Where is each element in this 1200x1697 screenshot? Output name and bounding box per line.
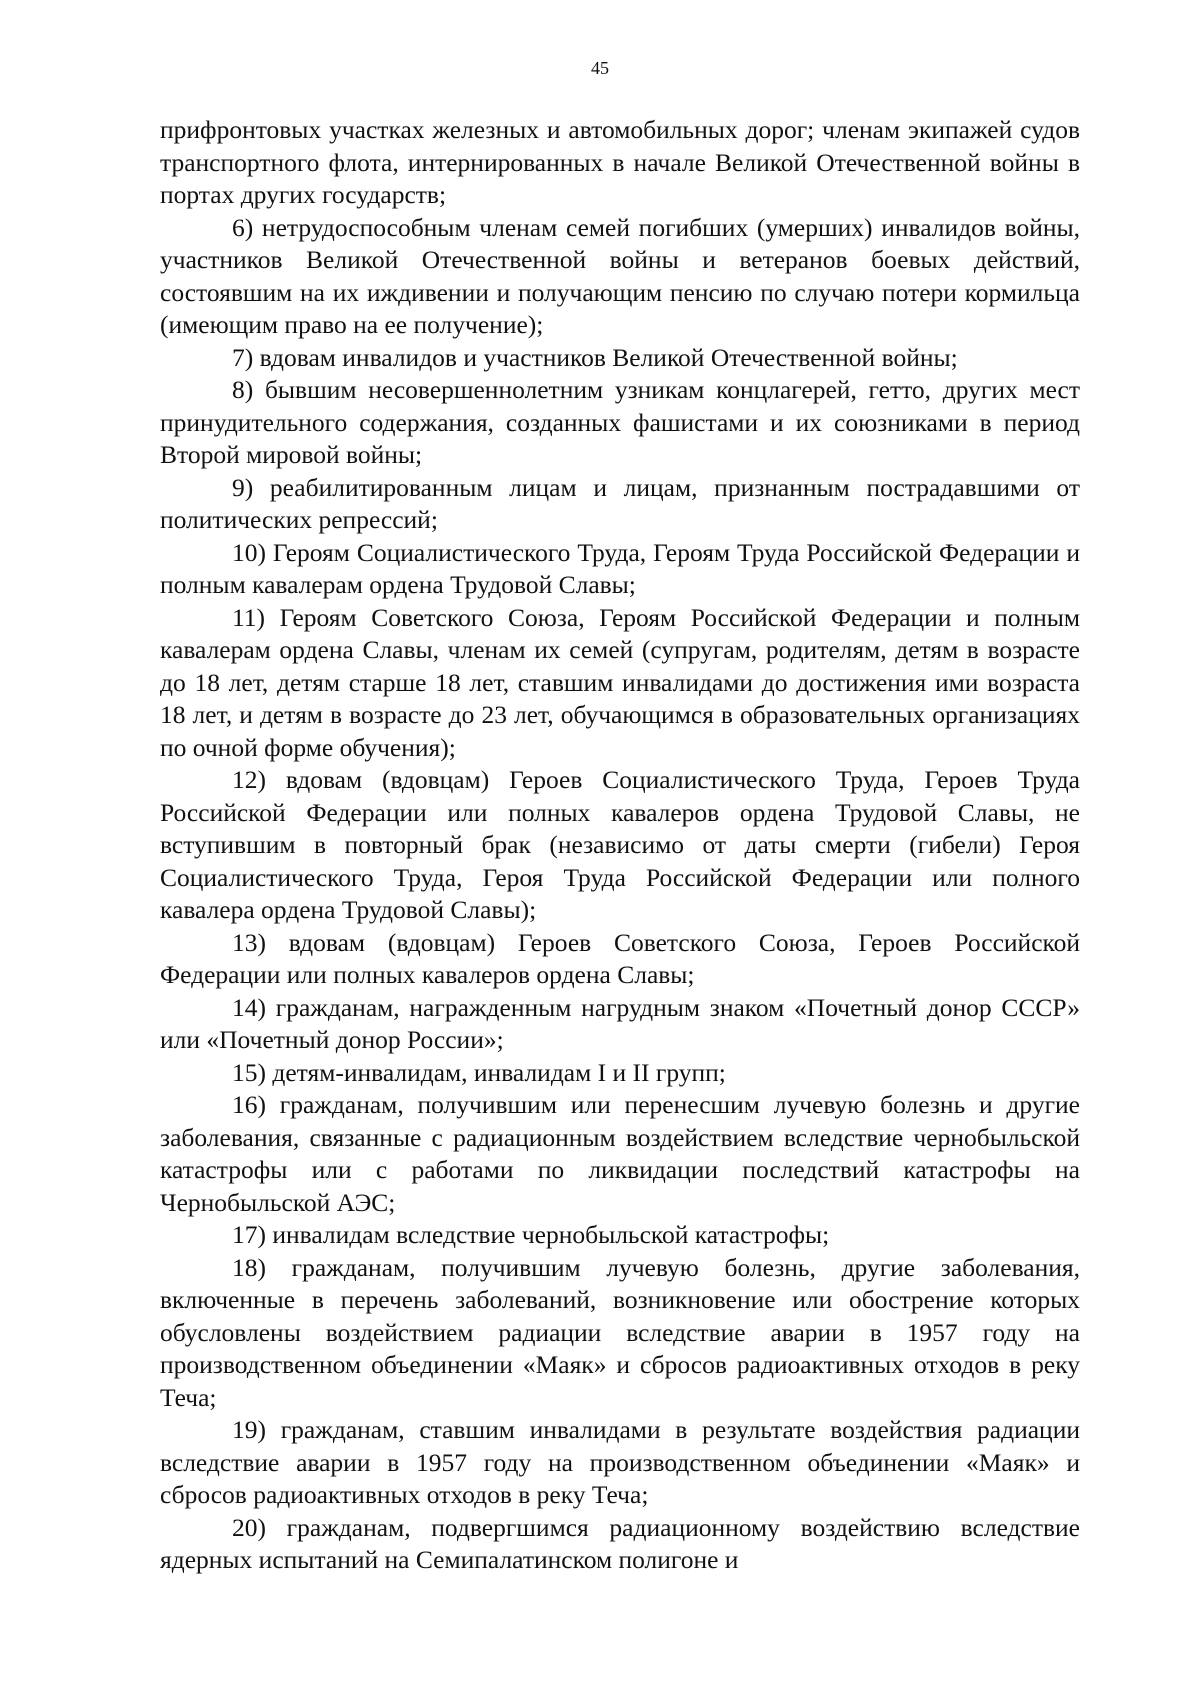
list-item-14: 14) гражданам, награжденным нагрудным знаком «Почетный донор СССР» или «Почетный донор России»;: [160, 992, 1080, 1054]
list-item-19: 19) гражданам, ставшим инвалидами в результате воздействия радиации вследствие аварии в 1957 году на производственном объединении «Маяк» и сбросов радиоактивных отходов в реку Теча;: [160, 1415, 1080, 1509]
list-item-7: 7) вдовам инвалидов и участников Великой Отечественной войны;: [232, 342, 958, 372]
list-item-6: 6) нетрудоспособным членам семей погибших (умерших) инвалидов войны, участников Великой Отечественной войны и ветеранов боевых действий, состоявшим на их иждивении и получающим пенсию по случаю потери кормильца (имеющим право на ее получение);: [160, 212, 1080, 339]
list-item-9: 9) реабилитированным лицам и лицам, признанным пострадавшими от политических репрессий;: [160, 472, 1080, 534]
list-item-16: 16) гражданам, получившим или перенесшим лучевую болезнь и другие заболевания, связанные с радиационным воздействием вследствие чернобыльской катастрофы или с работами по ликвидации последствий катастрофы на Чернобыльской АЭС;: [160, 1090, 1080, 1217]
list-item-20: 20) гражданам, подвергшимся радиационному воздействию вследствие ядерных испытаний на Семипалатинском полигоне и: [160, 1512, 1080, 1574]
list-item-13: 13) вдовам (вдовцам) Героев Советского Союза, Героев Российской Федерации или полных кавалеров ордена Славы;: [160, 927, 1080, 989]
list-item-8: 8) бывшим несовершеннолетним узникам концлагерей, гетто, других мест принудительного содержания, созданных фашистами и их союзниками в период Второй мировой войны;: [160, 375, 1080, 469]
page-number: 45: [591, 58, 609, 78]
list-item-18: 18) гражданам, получившим лучевую болезнь, другие заболевания, включенные в перечень заболеваний, возникновение или обострение которых обусловлены воздействием радиации вследствие аварии в 1957 году на производственном объединении «Маяк» и сбросов радиоактивных отходов в реку Теча;: [160, 1252, 1080, 1412]
document-body: [160, 114, 1080, 1577]
list-item-15: 15) детям-инвалидам, инвалидам I и II групп;: [232, 1057, 726, 1087]
list-item-10: 10) Героям Социалистического Труда, Героям Труда Российской Федерации и полным кавалерам ордена Трудовой Славы;: [160, 537, 1080, 599]
list-item-12: 12) вдовам (вдовцам) Героев Социалистического Труда, Героев Труда Российской Федерации или полных кавалеров ордена Трудовой Славы, не вступившим в повторный брак (независимо от даты смерти (гибели) Героя Социалистического Труда, Героя Труда Российской Федерации или полного кавалера ордена Трудовой Славы);: [160, 765, 1080, 924]
list-item-11: 11) Героям Советского Союза, Героям Российской Федерации и полным кавалерам ордена Славы, членам их семей (супругам, родителям, детям в возрасте до 18 лет, детям старше 18 лет, ставшим инвалидами до достижения ими возраста 18 лет, и детям в возрасте до 23 лет, обучающимся в образовательных организациях по очной форме обучения);: [160, 602, 1080, 762]
paragraph-continuation: прифронтовых участках железных и автомобильных дорог; членам экипажей судов транспортного флота, интернированных в начале Великой Отечественной войны в портах других государств;: [160, 115, 1080, 209]
list-item-17: 17) инвалидам вследствие чернобыльской катастрофы;: [232, 1220, 830, 1249]
